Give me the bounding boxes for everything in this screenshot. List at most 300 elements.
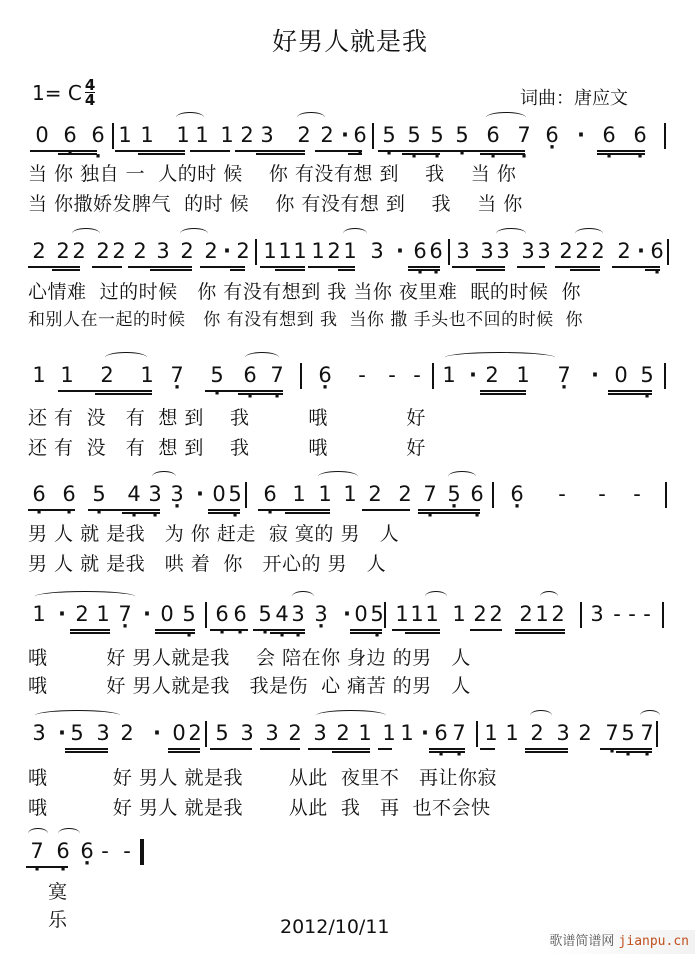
notation-line (0, 238, 700, 278)
beam-underline (275, 269, 305, 271)
extension-dash: - (388, 363, 396, 387)
beam-underline (378, 748, 392, 750)
beam-underline (150, 269, 192, 271)
beam-underline (70, 629, 110, 631)
extension-dash: - (358, 363, 366, 387)
beam-underline (645, 269, 660, 271)
note: 0 (212, 482, 226, 506)
note: 3 (537, 239, 551, 263)
note: 1 (118, 123, 132, 147)
note: 3 (496, 239, 510, 263)
tie-slur (58, 828, 80, 839)
tie-slur (152, 471, 176, 482)
note: 5 · (382, 122, 396, 148)
note: 2 (368, 482, 382, 506)
note: 7 · (605, 720, 619, 746)
note: 2 (133, 239, 147, 263)
barline (112, 123, 114, 149)
note: 3 (32, 721, 46, 745)
note: 1 (382, 721, 396, 745)
note: 4 · (275, 601, 289, 627)
date: 2012/10/11 (280, 916, 390, 938)
beam-underline (408, 266, 440, 268)
note: 2 (236, 239, 250, 263)
note: 1 (442, 363, 456, 387)
note: 6 · (429, 238, 443, 264)
note: 1 (140, 123, 154, 147)
beam-underline (258, 509, 330, 511)
beam-underline (138, 153, 185, 155)
note: 1 (343, 482, 357, 506)
note: 5 · (447, 481, 461, 507)
tie-slur (486, 112, 526, 123)
beam-underline (200, 266, 245, 268)
note: 3 (590, 602, 604, 626)
note: 1 (343, 239, 357, 263)
watermark: 歌谱简谱网 jianpu.cn (545, 930, 695, 954)
extension-dash: - (613, 602, 621, 626)
notation-line (0, 481, 700, 521)
barline (664, 363, 666, 389)
tie-slur (292, 591, 314, 602)
note: 5 · (210, 362, 224, 388)
tie-slur (640, 710, 660, 721)
note: 2 (336, 721, 350, 745)
beam-underline (230, 269, 245, 271)
note: 5 · (370, 601, 384, 627)
barline (667, 239, 669, 265)
beam-underline (597, 153, 645, 155)
beam-underline (555, 266, 600, 268)
note: 0 (35, 123, 49, 147)
beam-underline (208, 509, 240, 511)
note: 2 (578, 721, 592, 745)
note: 3 (260, 123, 274, 147)
beam-underline (168, 748, 200, 750)
beam-underline (208, 512, 240, 514)
note: 1 (311, 239, 325, 263)
beam-underline (616, 751, 652, 753)
note: 2 (530, 721, 544, 745)
augmentation-dot: · (396, 239, 404, 263)
note: 5 · (430, 122, 444, 148)
tie-slur (496, 228, 526, 239)
note: 1 (516, 363, 530, 387)
extension-dash: - (633, 482, 641, 506)
note: 3 (556, 721, 570, 745)
augmentation-dot: · (341, 123, 349, 147)
note: 1 (400, 721, 414, 745)
barline (372, 123, 374, 149)
beam-underline (525, 748, 568, 750)
lyric-text: 还 有 没 有 想 到 我 哦 好 (28, 437, 426, 459)
tie-slur (35, 710, 120, 721)
note: 3 (156, 239, 170, 263)
lyric-text: 当 你撒娇发脾气 的时 候 你 有没有想 到 我 当 你 (28, 193, 523, 215)
lyric-text: 还 有 没 有 想 到 我 哦 好 (28, 407, 426, 429)
beam-underline (65, 751, 108, 753)
tie-slur (448, 471, 476, 482)
beam-underline (332, 751, 370, 753)
final-barline (140, 839, 144, 865)
beam-underline (155, 632, 195, 634)
note: 5 · (455, 122, 469, 148)
note: 2 (559, 239, 573, 263)
note: 0 (614, 363, 628, 387)
beam-underline (260, 266, 305, 268)
note: 5 · (640, 362, 654, 388)
note: 1 (535, 602, 549, 626)
tie-slur (105, 352, 147, 363)
notation-line (0, 122, 700, 162)
augmentation-dot: · (469, 363, 477, 387)
notation-line (0, 838, 700, 878)
tie-slur (180, 228, 208, 239)
note: 6 · (650, 238, 664, 264)
key-label: 1= C (32, 80, 82, 105)
extension-dash: - (643, 602, 651, 626)
barline (245, 482, 247, 508)
beam-underline (470, 629, 502, 631)
note: 6 · (80, 838, 94, 864)
note: 5 · (228, 481, 242, 507)
beam-underline (612, 266, 660, 268)
note: 3 · (314, 601, 328, 627)
note: 3 (480, 239, 494, 263)
note: 1 (395, 602, 409, 626)
lyric-text: 男 人 就 是我 哄 着 你 开心的 男 人 (28, 553, 387, 575)
note: 1 (358, 721, 372, 745)
note: 3 (370, 239, 384, 263)
tie-slur (318, 471, 358, 482)
note: 2 (180, 239, 194, 263)
note: 6 · (233, 601, 247, 627)
augmentation-dot: · (196, 482, 204, 506)
note: 1 (32, 602, 46, 626)
note: 0 (160, 602, 174, 626)
score-system (0, 481, 700, 580)
note: 3 (456, 239, 470, 263)
note: 1 (278, 239, 292, 263)
tie-slur (540, 591, 558, 602)
note: 2 (320, 123, 334, 147)
score-system (0, 601, 700, 702)
note: 6 · (633, 122, 647, 148)
note: 3 (96, 721, 110, 745)
note: 3 · (170, 481, 184, 507)
note: 3 (265, 721, 279, 745)
beam-underline (315, 150, 362, 152)
beam-underline (525, 751, 568, 753)
lyric-text: 男 人 就 是我 为 你 赶走 寂 寞的 男 人 (28, 523, 400, 545)
note: 2 (617, 239, 631, 263)
note: 6 · (434, 720, 448, 746)
note: 6 · (62, 481, 76, 507)
note: 1 (176, 123, 190, 147)
note: 2 (398, 482, 412, 506)
barline (205, 602, 207, 628)
note: 6 · (602, 122, 616, 148)
key-signature (32, 78, 95, 107)
note: 1 (96, 602, 110, 626)
beam-underline (338, 269, 355, 271)
beam-underline (58, 153, 97, 155)
note: 1 (318, 482, 332, 506)
note: 0 (172, 721, 186, 745)
note: 7 · (118, 601, 132, 627)
beam-underline (378, 150, 525, 152)
tie-slur (28, 828, 48, 839)
note: 2 (100, 363, 114, 387)
tie-slur (343, 228, 367, 239)
extension-dash: - (598, 482, 606, 506)
beam-underline (517, 266, 545, 268)
beam-underline (597, 150, 645, 152)
extension-dash: - (558, 482, 566, 506)
beam-underline (58, 390, 152, 392)
tie-slur (445, 352, 555, 363)
beam-underline (350, 629, 382, 631)
note: 2 (551, 602, 565, 626)
beam-underline (52, 269, 80, 271)
note: 2 (204, 239, 218, 263)
beam-underline (608, 393, 652, 395)
note: 1 (220, 123, 234, 147)
beam-underline (408, 269, 440, 271)
beam-underline (362, 509, 410, 511)
note: 3 · (148, 481, 162, 507)
lyric-text: 乐 (48, 909, 68, 931)
note: 1 (195, 123, 209, 147)
note: 6 · (510, 481, 524, 507)
lyric-text: 哦 好 男人 就是我 从此 夜里不 再让你寂 (28, 767, 497, 789)
barline (384, 602, 386, 628)
tie-slur (425, 591, 447, 602)
note: 2 (575, 239, 589, 263)
beam-underline (429, 751, 465, 753)
note: 2 (75, 602, 89, 626)
beam-underline (480, 748, 495, 750)
note: 2 (240, 123, 254, 147)
beam-underline (285, 512, 330, 514)
note: 1 (293, 239, 307, 263)
note: 2 (327, 239, 341, 263)
beam-underline (88, 509, 160, 511)
beam-underline (452, 266, 505, 268)
extension-dash: - (101, 839, 109, 863)
barline (580, 602, 582, 628)
lyric-text: 心情难 过的时候 你 有没有想到 我 当你 夜里难 眠的时候 你 (28, 281, 582, 303)
notation-line (0, 362, 700, 402)
note: 1 (484, 721, 498, 745)
note: 2 (112, 239, 126, 263)
beam-underline (392, 629, 440, 631)
beam-underline (168, 751, 200, 753)
augmentation-dot: · (223, 239, 231, 263)
score-system (0, 720, 700, 824)
beam-underline (308, 748, 370, 750)
beam-underline (480, 153, 525, 155)
note: 1 (425, 602, 439, 626)
barline (300, 363, 302, 389)
note: 1 (263, 239, 277, 263)
note: 6 · (215, 601, 229, 627)
note: 2 (120, 721, 134, 745)
note: 5 (215, 721, 229, 745)
credit: 词曲：唐应文 (520, 88, 628, 109)
beam-underline (30, 150, 97, 152)
beam-underline (418, 509, 480, 511)
barline (255, 239, 257, 265)
note: 2 (188, 721, 202, 745)
beam-underline (256, 153, 305, 155)
note: 7 · (517, 122, 531, 148)
beam-underline (608, 390, 652, 392)
beam-underline (402, 153, 440, 155)
beam-underline (515, 632, 565, 634)
beam-underline (122, 512, 160, 514)
note: 4 · (127, 481, 141, 507)
note: 6 · (318, 362, 332, 388)
beam-underline (115, 150, 185, 152)
tie-slur (297, 112, 325, 123)
note: 7 · (452, 720, 466, 746)
note: 3 (240, 721, 254, 745)
note: 2 (56, 239, 70, 263)
note: 2 (288, 721, 302, 745)
barline (665, 482, 667, 508)
note: 2 (489, 602, 503, 626)
beam-underline (28, 509, 75, 511)
note: 1 (32, 363, 46, 387)
note: 2 (32, 239, 46, 263)
beam-underline (190, 150, 230, 152)
note: 3 · (291, 601, 305, 627)
barline (476, 721, 478, 747)
beam-underline (348, 153, 362, 155)
lyric-text: 哦 好 男人就是我 我是伤 心 痛苦 的男 人 (28, 675, 471, 697)
beam-underline (253, 629, 305, 631)
note: 1 (410, 602, 424, 626)
beam-underline (270, 632, 305, 634)
extension-dash: - (628, 602, 636, 626)
beam-underline (418, 512, 480, 514)
beam-underline (155, 629, 195, 631)
beam-underline (570, 269, 600, 271)
beam-underline (405, 632, 440, 634)
note: 6 · (63, 122, 77, 148)
barline (205, 721, 207, 747)
note: 2 (519, 602, 533, 626)
beam-underline (480, 393, 526, 395)
note: 6 · (545, 122, 559, 148)
note: 6 · (91, 122, 105, 148)
beam-underline (260, 748, 300, 750)
note: 7 · (640, 720, 654, 746)
note: 5 · (92, 481, 106, 507)
note: 2 (485, 363, 499, 387)
note: 5 · (258, 601, 272, 627)
score-system (0, 238, 700, 336)
beam-underline (210, 629, 248, 631)
beam-underline (210, 748, 252, 750)
extension-dash: - (123, 839, 131, 863)
augmentation-dot: · (58, 602, 66, 626)
note: 6 · (353, 122, 367, 148)
beam-underline (308, 266, 355, 268)
barline (448, 239, 450, 265)
beam-underline (476, 269, 505, 271)
tie-slur (245, 352, 279, 363)
note: 5 · (407, 122, 421, 148)
augmentation-dot: · (58, 721, 66, 745)
note: 3 (521, 239, 535, 263)
lyric-text: 当 你 独自 一 人的时 候 你 有没有想 到 我 当 你 (28, 163, 517, 185)
lyric-text: 哦 好 男人 就是我 从此 我 再 也不会快 (28, 797, 491, 819)
beam-underline (515, 629, 565, 631)
note: 6 · (486, 122, 500, 148)
augmentation-dot: · (577, 123, 585, 147)
lyric-text: 和别人在一起的时候 你 有没有想到 我 当你 撒 手头也不回的时候 你 (28, 310, 583, 330)
lyric-text: 哦 好 男人就是我 会 陪在你 身边 的男 人 (28, 647, 471, 669)
barline (664, 123, 666, 149)
note: 2 (72, 239, 86, 263)
augmentation-dot: · (143, 602, 151, 626)
beam-underline (128, 266, 192, 268)
notation-line (0, 720, 700, 760)
note: 1 (60, 363, 74, 387)
note: 6 · (32, 481, 46, 507)
augmentation-dot: · (343, 602, 351, 626)
augmentation-dot: · (591, 363, 599, 387)
beam-underline (28, 266, 80, 268)
score-system (0, 362, 700, 464)
tie-slur (530, 710, 552, 721)
tie-slur (316, 710, 386, 721)
tie-slur (176, 112, 204, 123)
note: 7 · (170, 362, 184, 388)
beam-underline (238, 393, 283, 395)
score-system (0, 122, 700, 220)
note: 3 (313, 721, 327, 745)
note: 2 (297, 123, 311, 147)
note: 1 (452, 602, 466, 626)
beam-underline (92, 266, 122, 268)
notation-line (0, 601, 700, 641)
time-signature: $\frac{4}{4}$ (84, 76, 96, 109)
tie-slur (35, 591, 135, 602)
barline (662, 602, 664, 628)
note: 5 · (621, 720, 635, 746)
barline (432, 363, 434, 389)
note: 1 (505, 721, 519, 745)
note: 6 · (56, 838, 70, 864)
beam-underline (480, 390, 526, 392)
note: 6 · (413, 238, 427, 264)
augmentation-dot: · (421, 721, 429, 745)
beam-underline (95, 393, 152, 395)
note: 7 · (557, 362, 571, 388)
beam-underline (70, 632, 110, 634)
augmentation-dot: · (153, 721, 161, 745)
note: 2 (591, 239, 605, 263)
barline (656, 721, 658, 747)
beam-underline (600, 748, 652, 750)
note: 5 · (182, 601, 196, 627)
song-title: 好男人就是我 (271, 27, 428, 56)
tie-slur (72, 228, 100, 239)
barline (492, 482, 494, 508)
